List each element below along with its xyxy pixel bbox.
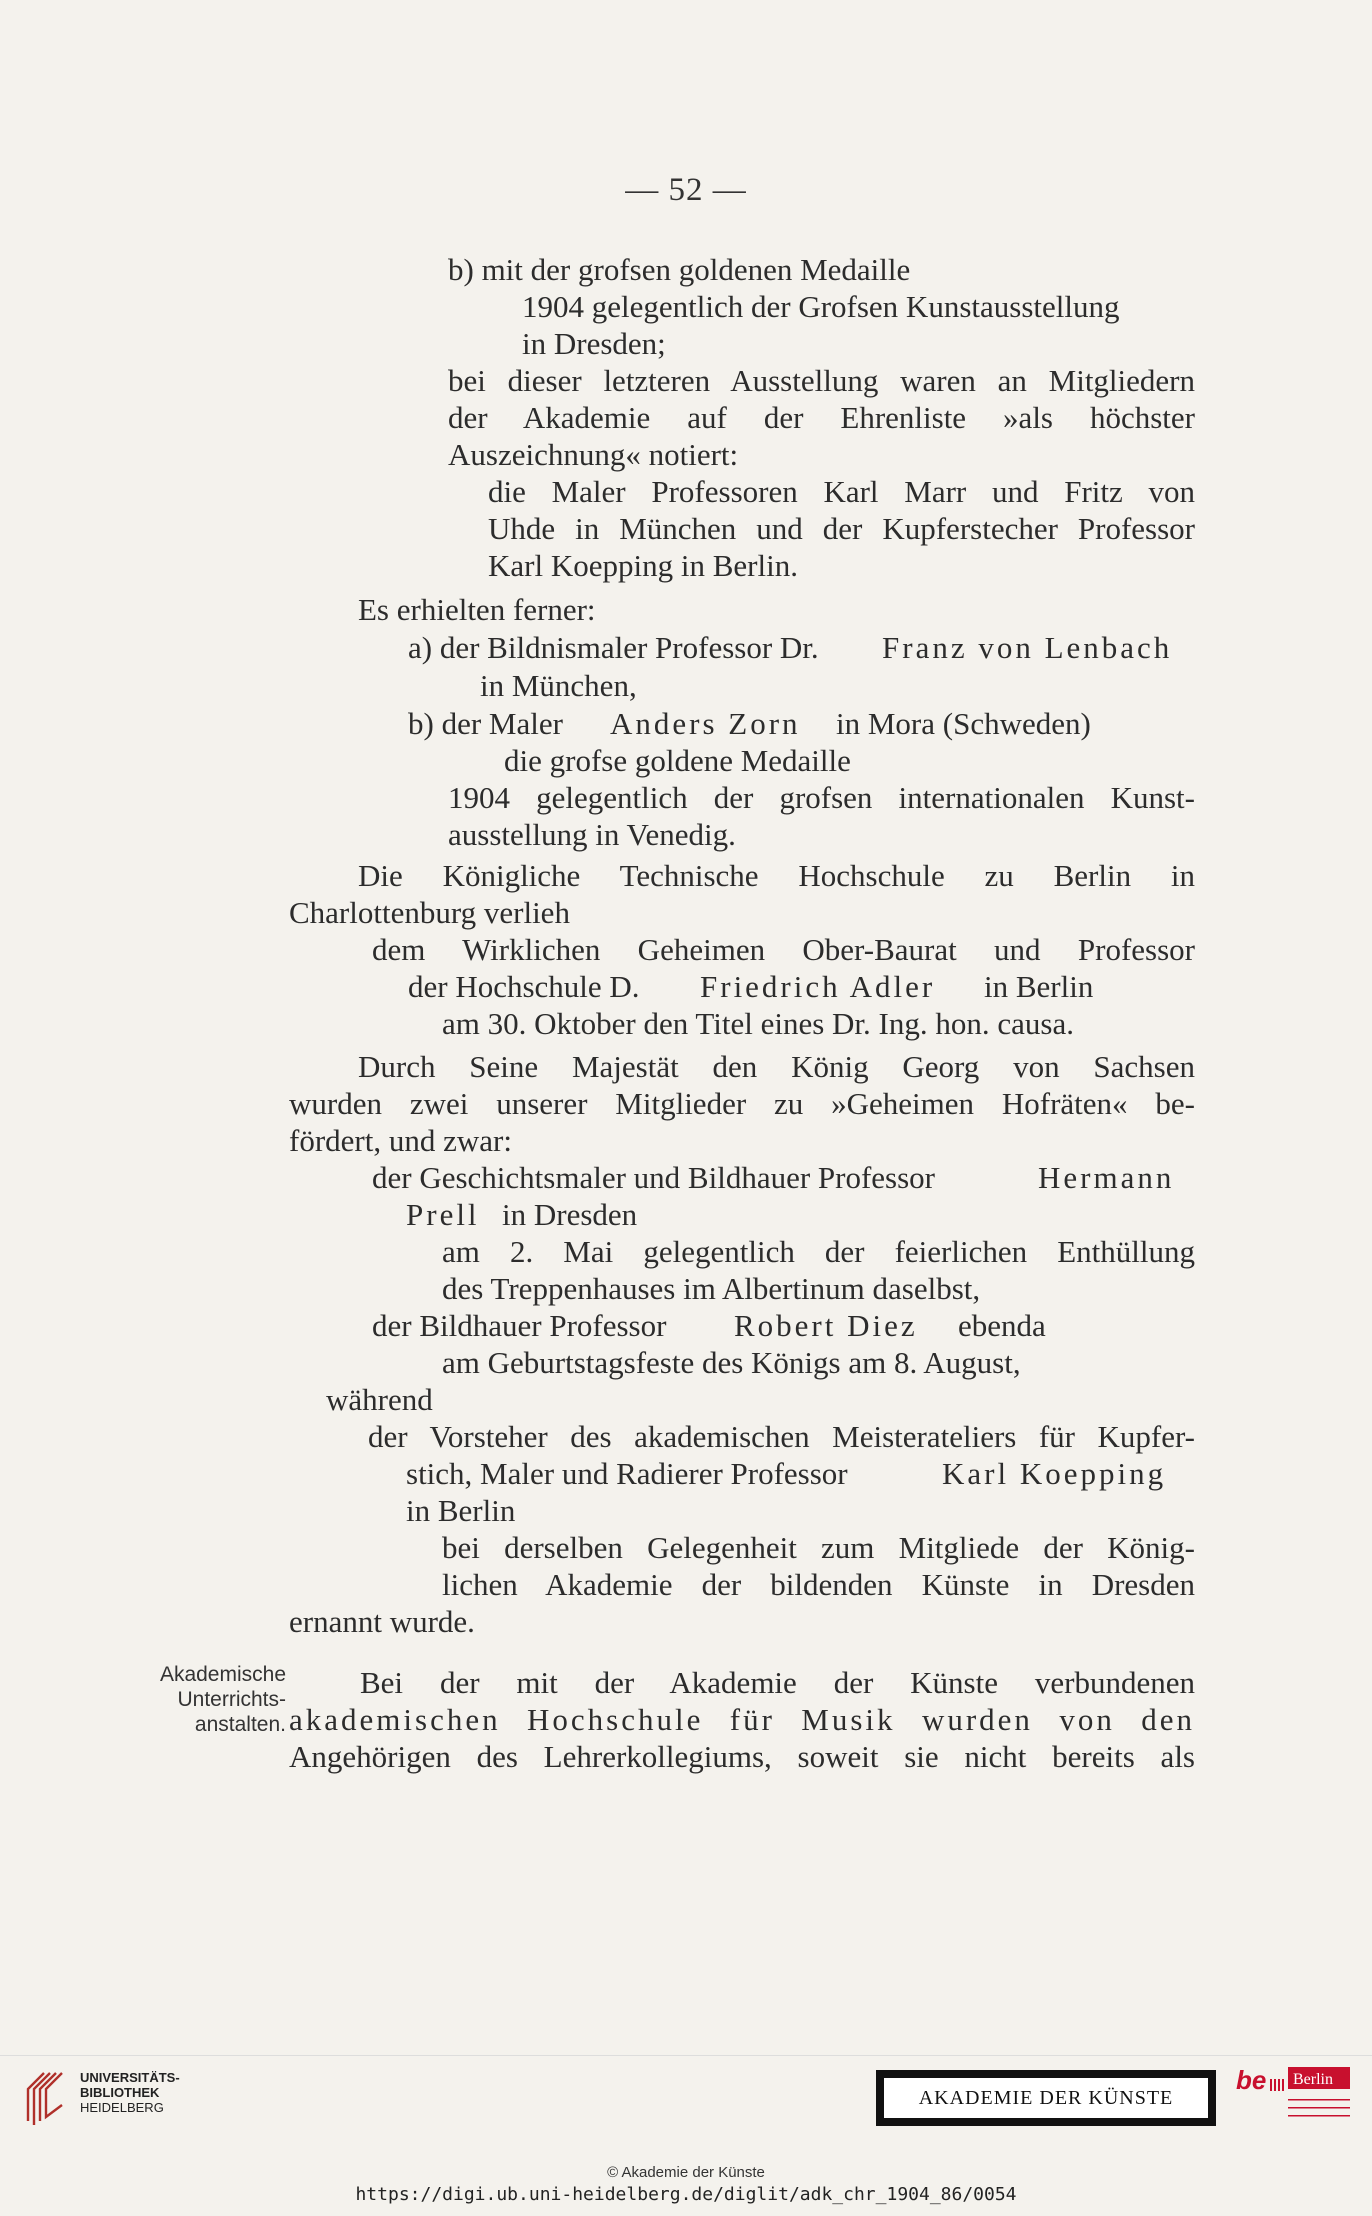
footer-divider: [0, 2055, 1372, 2056]
text-line: der Vorsteher des akademischen Meisterateliers für Kupfer-: [368, 1419, 1195, 1454]
spaced-name: Robert Diez: [734, 1308, 918, 1343]
text-line: am Geburtstagsfeste des Königs am 8. August,: [442, 1345, 1021, 1380]
text-line: Die Königliche Technische Hochschule zu Berlin in: [358, 858, 1195, 893]
text-line: des Treppenhauses im Albertinum daselbst,: [442, 1271, 981, 1306]
text-line: in Berlin: [984, 969, 1094, 1004]
text-line: in Mora (Schweden): [836, 706, 1091, 741]
text-line: Bei der mit der Akademie der Künste verbundenen: [360, 1665, 1195, 1700]
library-name: [80, 2070, 180, 2115]
text-line: lichen Akademie der bildenden Künste in Dresden: [442, 1567, 1195, 1602]
spaced-name: Franz von Lenbach: [882, 630, 1173, 665]
berlin-logo-icon: [1234, 2063, 1354, 2139]
spaced-name: Anders Zorn: [610, 706, 801, 741]
berlin-label: Berlin: [1293, 2071, 1333, 2088]
margin-note-line: Unterrichts-: [177, 1688, 286, 1711]
text-line: der Akademie auf der Ehrenliste »als höchster: [448, 400, 1195, 435]
text-line: Uhde in München und der Kupferstecher Professor: [488, 511, 1195, 546]
copyright-notice: © Akademie der Künste: [607, 2164, 765, 2181]
text-line: Durch Seine Majestät den König Georg von Sachsen: [358, 1049, 1195, 1084]
text-line: stich, Maler und Radierer Professor: [406, 1456, 848, 1491]
text-line: bei dieser letzteren Ausstellung waren an Mitgliedern: [448, 363, 1195, 398]
text-line: während: [326, 1382, 433, 1417]
permalink[interactable]: https://digi.ub.uni-heidelberg.de/diglit/adk_chr_1904_86/0054: [355, 2184, 1017, 2205]
text-line: in Berlin: [406, 1493, 516, 1528]
spaced-name: Hermann: [1038, 1160, 1175, 1195]
text-line: der Bildhauer Professor: [372, 1308, 667, 1343]
library-name-line: UNIVERSITÄTS-: [80, 2070, 180, 2085]
text-line: die Maler Professoren Karl Marr und Fritz von: [488, 474, 1195, 509]
text-line: wurden zwei unserer Mitglieder zu »Geheimen Hofräten« be-: [289, 1086, 1195, 1121]
text-line: Es erhielten ferner:: [358, 592, 596, 627]
library-name-line: HEIDELBERG: [80, 2100, 164, 2115]
library-logo-icon: [14, 2065, 80, 2131]
text-line: 1904 gelegentlich der grofsen internationalen Kunst-: [448, 780, 1195, 815]
text-line: akademischen Hochschule für Musik wurden von den: [289, 1702, 1195, 1737]
text-line: ernannt wurde.: [289, 1604, 475, 1639]
text-line: Charlottenburg verlieh: [289, 895, 570, 930]
text-line: fördert, und zwar:: [289, 1123, 512, 1158]
text-line: Karl Koepping in Berlin.: [488, 548, 798, 583]
text-line: die grofse goldene Medaille: [504, 743, 851, 778]
text-line: b) mit der grofsen goldenen Medaille: [448, 252, 911, 287]
text-line: der Hochschule D.: [408, 969, 640, 1004]
text-line: Angehörigen des Lehrerkollegiums, soweit sie nicht bereits als: [289, 1739, 1195, 1774]
spaced-name: Friedrich Adler: [700, 969, 936, 1004]
text-line: ausstellung in Venedig.: [448, 817, 736, 852]
text-line: b) der Maler: [408, 706, 563, 741]
margin-note-line: anstalten.: [194, 1713, 286, 1736]
svg-text:be: be: [1236, 2065, 1267, 2095]
library-name-line: BIBLIOTHEK: [80, 2085, 160, 2100]
text-line: 1904 gelegentlich der Grofsen Kunstausstellung: [522, 289, 1120, 324]
academy-logo-text: AKADEMIE DER KÜNSTE: [883, 2077, 1209, 2119]
margin-note-line: Akademische: [159, 1663, 286, 1686]
text-line: der Geschichtsmaler und Bildhauer Professor: [372, 1160, 936, 1195]
text-line: Auszeichnung« notiert:: [448, 437, 739, 472]
academy-logo: [876, 2070, 1216, 2126]
text-line: in München,: [480, 668, 637, 703]
page-number: — 52 —: [625, 172, 747, 208]
spaced-name: Karl Koepping: [942, 1456, 1167, 1491]
text-line: am 30. Oktober den Titel eines Dr. Ing. hon. causa.: [442, 1006, 1074, 1041]
text-line: in Dresden: [502, 1197, 638, 1232]
spaced-name: Prell: [406, 1197, 480, 1232]
text-line: bei derselben Gelegenheit zum Mitgliede der König-: [442, 1530, 1195, 1565]
text-line: dem Wirklichen Geheimen Ober-Baurat und Professor: [372, 932, 1195, 967]
text-line: in Dresden;: [522, 326, 666, 361]
margin-note: [120, 1662, 286, 1737]
text-line: am 2. Mai gelegentlich der feierlichen Enthüllung: [442, 1234, 1195, 1269]
text-line: a) der Bildnismaler Professor Dr.: [408, 630, 819, 665]
text-line: ebenda: [958, 1308, 1046, 1343]
